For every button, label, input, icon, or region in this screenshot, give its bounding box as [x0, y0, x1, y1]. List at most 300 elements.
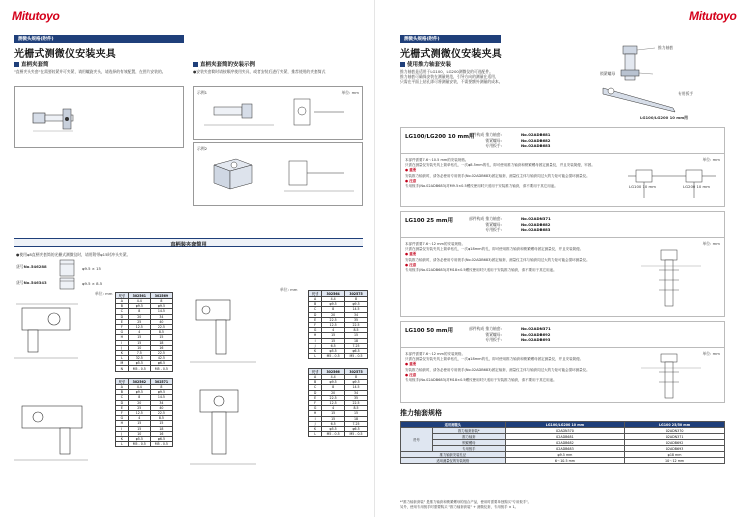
table-cell: φ5.5 [128, 361, 150, 366]
brand-logo: Mitutoyo [12, 9, 60, 23]
table-header-cell: LG100 25/50 mm [625, 422, 725, 428]
card-header [401, 212, 724, 238]
block2-desc: ●安装夹套简时请按顺序使用夹具，或者安装后进行夹紧，推荐使用的夹套简式 [193, 69, 326, 74]
table-cell: E [309, 317, 322, 322]
fig-caption-b: LG200 10 mm [683, 184, 710, 189]
table-cell: 4.4 [322, 375, 345, 380]
table-cell: 20 [128, 400, 150, 405]
table-cell: φ9.5 [128, 304, 150, 309]
info-label: 锁紧螺母: [485, 221, 502, 227]
page-title: 光栅式测微仪安装夹具 [14, 49, 116, 60]
block1-heading [14, 60, 49, 68]
summary-title: 推力轴套规格 [400, 409, 442, 417]
clamp-spec-table-2 [115, 378, 173, 447]
card-body [405, 352, 610, 383]
wrench-label: 专用扳手 [678, 91, 694, 96]
table-cell: 15 [128, 426, 150, 431]
table-cell: φ18 mm [625, 452, 725, 458]
thrust-bushing-set-drawing [603, 40, 723, 124]
table-cell: 22.5 [322, 317, 345, 322]
table-header-cell: 302571 [150, 379, 172, 385]
table-cell: 7.5 [128, 350, 150, 355]
attention-head: ● 注意 [405, 262, 417, 267]
clamp-drawing-3 [186, 290, 276, 374]
nut-label: 锁紧螺母 [600, 71, 616, 76]
info-value: No.02ADB693 [521, 337, 551, 342]
clamp-spec-table-1 [115, 292, 173, 372]
clamp-drawing-2 [8, 378, 112, 474]
table-cell: 12.5 [128, 410, 150, 415]
table-cell: J [309, 343, 322, 348]
table-cell: J [116, 345, 129, 350]
brand-logo: Mitutoyo [689, 9, 737, 23]
intro-text: 推力轴套是适用于LG100，LG200测微仪的可选配件。 推力轴套可确保安装在测量规范，引导方向的测量在适用， 只需在平面上钻孔即可将测量安装，不需要额外测量的成本。 [400, 69, 503, 85]
table-cell: B [309, 380, 322, 385]
table-cell: 7.25 [345, 421, 368, 426]
table-cell: 8 [345, 375, 368, 380]
card-body-line: 只需在测量仪安装夹具上简单钻孔，一次φ8.5mm的孔，即可使用推力轴套和锁紧螺母固定测量仪，并且安装简便，牢固。 [405, 163, 595, 168]
section-tag: 测微头规格(附件) [14, 35, 184, 43]
part-a-dims: φ9.5 × 15 [82, 266, 101, 271]
table-cell: L [309, 354, 322, 359]
table-cell: 15 [128, 340, 150, 345]
table-cell: 22.5 [150, 410, 172, 415]
table-cell: 12.5 [322, 400, 345, 405]
table-cell: 20 [322, 390, 345, 395]
card-lg100-50mm [400, 321, 725, 403]
table-row [309, 354, 368, 359]
example1-label: 示例1 [197, 90, 208, 95]
info-label: 专用扳手: [485, 143, 502, 148]
note-head: ● 重要 [405, 362, 417, 367]
table-cell: 8 [345, 297, 368, 302]
table-cell: 18 [345, 416, 368, 421]
card2-drawing [631, 246, 721, 312]
clamp-drawing-1 [8, 296, 112, 368]
table-cell: 推力轴套安装孔径 [401, 452, 506, 458]
table-header-cell: 302575 [345, 291, 368, 297]
table-cell: 02ADN370 [625, 428, 725, 434]
sub-heading-text: 使用推力轴套安装 [407, 62, 452, 68]
table-cell: E [116, 319, 129, 324]
table-cell: 15 [322, 333, 345, 338]
part-b-number: No.546343 [23, 280, 47, 285]
table-cell: H [309, 333, 322, 338]
card-body-line: 只需在测量仪安装夹具上简单钻孔，一次φ18mm的孔，即可使用推力轴套和锁紧螺母固定测量仪，并且安装简便。 [405, 247, 584, 252]
table-cell: 4.4 [128, 385, 150, 390]
table-header-cell: 适用测微头 [401, 422, 506, 428]
table-cell: B [116, 304, 129, 309]
table-cell: G [116, 416, 129, 421]
example1-drawing [194, 87, 364, 141]
table-cell: A [116, 385, 129, 390]
table-cell: 34 [345, 390, 368, 395]
attention-text: 专用扳手(No.02ADB683)对M9.5×0.5螺纹使用时只适用于安装推力轴套，请不要用于其它用途。 [405, 184, 558, 189]
info-value: No.02ADB682 [521, 221, 551, 227]
table-cell: K [116, 436, 129, 441]
table-cell: 4 [128, 416, 150, 421]
table-cell: C [116, 309, 129, 314]
info-label: 专用扳手: [485, 227, 502, 232]
table-header-cell: 302561 [128, 293, 150, 299]
table-cell: φ9.5 [322, 302, 345, 307]
table-cell: M [116, 361, 129, 366]
table-cell: 8 [322, 307, 345, 312]
card-lg100-lg200-10mm [400, 127, 725, 207]
part-b-dims: φ9.5 × 8.5 [82, 281, 103, 286]
table-cell: E [116, 405, 129, 410]
section-bar [14, 238, 363, 247]
table-cell: 25 [128, 319, 150, 324]
note-text: 安装推力轴套时，请务必使用专用扳手(No.02ADB683)固定轴套，测量仪主体与轴套同过大的力矩可能会损坏测量仪。 [405, 367, 590, 372]
table-cell: 16 [150, 345, 172, 350]
table-cell: 34 [150, 314, 172, 319]
table-cell: A [116, 299, 129, 304]
table-header-cell: 302562 [128, 379, 150, 385]
info-label: 锁紧螺母: [485, 331, 502, 337]
note-text: 安装推力轴套时，请务必使用专用扳手(No.02ADB683)固定轴套，测量仪主体与轴套同过大的力矩可能会损坏测量仪。 [405, 257, 590, 262]
table-header-cell: LG100/LG200 10 mm [505, 422, 624, 428]
card-body-line: 本部件需要7.6～12 mm的安装规格。 [405, 242, 465, 246]
table-cell: 8 [128, 395, 150, 400]
table-cell: H [309, 411, 322, 416]
table-cell: B [116, 390, 129, 395]
unit-label: 单位: mm [702, 157, 720, 162]
table-cell: 34 [150, 400, 172, 405]
table-cell: φ9.5 [345, 302, 368, 307]
table-cell: 25 [128, 405, 150, 410]
table-cell: 14.5 [150, 309, 172, 314]
card-parts-labels [469, 216, 502, 233]
info-value: No.02ADB682 [521, 137, 551, 143]
table-cell: φ9.5 [150, 390, 172, 395]
table-cell: 适用测量仪的安装规格 [401, 458, 506, 464]
part-a-label-text: 货号 [16, 264, 24, 269]
info-value: No.02ADN371 [521, 326, 551, 331]
table-cell: M5 - 0.5 [128, 366, 150, 371]
table-cell: 32.5 [128, 356, 150, 361]
table-cell: 15 [128, 421, 150, 426]
table-cell: 8 [322, 385, 345, 390]
table-cell: 18 [345, 338, 368, 343]
table-cell: J [309, 421, 322, 426]
table-cell: H [116, 335, 129, 340]
section-bar-title: 直柄装夹套简用 [170, 241, 207, 248]
table-cell: K [116, 350, 129, 355]
example2-drawing [194, 143, 364, 207]
table-cell: 20 [322, 312, 345, 317]
table-cell: 6.5 [322, 343, 345, 348]
table-cell: 15 [128, 335, 150, 340]
fig-caption-a: LG100 10 mm [629, 184, 656, 189]
table-cell: 22.5 [345, 400, 368, 405]
table-cell: 15 [150, 335, 172, 340]
block2-heading-text: 直柄夹套简的安装示例 [200, 62, 256, 68]
table-cell: D [309, 312, 322, 317]
table-header-cell: 302566 [322, 369, 345, 375]
attention-text: 专用扳手(No.02ADB683)对M18×0.5螺纹使用时只适用于安装推力轴套，请不要用于其它用途。 [405, 378, 557, 383]
table-cell: F [309, 400, 322, 405]
table-row [116, 366, 173, 371]
example2-label: 示例2 [197, 146, 208, 151]
table-cell: 12.5 [128, 324, 150, 329]
table-cell: F [116, 324, 129, 329]
table-cell: I [309, 416, 322, 421]
card-parts-values [521, 132, 550, 149]
table-cell: 4 [322, 328, 345, 333]
heading-bullet-icon [400, 62, 405, 67]
page-title: 光栅式测微仪安装夹具 [400, 49, 502, 60]
table-cell: M5 - 0.5 [322, 432, 345, 437]
table-cell: 15 [322, 338, 345, 343]
table-cell: 15 [150, 421, 172, 426]
table-cell: 10～12 mm [625, 458, 725, 464]
table-cell: I [116, 340, 129, 345]
part-a-label [16, 264, 47, 269]
table-row [116, 442, 173, 447]
bushing-label: 推力轴套 [658, 45, 674, 50]
note-text: 安装推力轴套时，请务必使用专用扳手(No.02ADB683)固定轴套，测量仪主体与轴套同过大的力矩可能会损坏测量仪。 [405, 173, 590, 178]
right-page [375, 0, 749, 517]
table-cell: φ9.5 [322, 380, 345, 385]
example1-figure [193, 86, 363, 140]
card3-drawing [631, 352, 721, 402]
table-cell: 35 [345, 317, 368, 322]
left-page [0, 0, 374, 517]
table-cell: 8.5 [150, 416, 172, 421]
table-cell: 02ADB692 [625, 440, 725, 446]
table-cell: L [116, 442, 129, 447]
card-parts-values [521, 216, 551, 233]
table-cell: 4.4 [322, 297, 345, 302]
info-label: 部件构成 推力轴套: [469, 326, 502, 331]
table-cell: 4 [322, 406, 345, 411]
table-cell: 18 [150, 426, 172, 431]
note-head: ● 重要 [405, 168, 417, 173]
table-cell: I [116, 426, 129, 431]
card-parts-values [521, 326, 551, 343]
table-cell: K [309, 426, 322, 431]
table-cell: H [116, 421, 129, 426]
table-cell: 22.5 [150, 324, 172, 329]
table-cell: 02ADB682 [505, 440, 624, 446]
table-cell: 15 [322, 416, 345, 421]
table-cell: C [116, 395, 129, 400]
card-body-line: 本部件需要7.6～10.5 mm的安装规格。 [405, 158, 469, 162]
stem-note: ●使用φ8直柄夹套简的光栅式测微仪时，请用附带φ15时冲头夹紧。 [16, 252, 131, 257]
table-cell: J [116, 431, 129, 436]
example2-figure [193, 142, 363, 206]
table-cell: φ5.5 [322, 348, 345, 353]
table-header-cell: 302569 [150, 293, 172, 299]
table-row [309, 432, 368, 437]
model-caption: LG100/LG200 10 mm用 [640, 115, 688, 120]
card-body [405, 158, 610, 189]
table-cell: φ9.5 [128, 390, 150, 395]
card-body [405, 242, 610, 273]
table-cell: φ6.5 [150, 436, 172, 441]
card-parts-labels [469, 132, 502, 149]
table-cell: 8.5 [150, 330, 172, 335]
table-cell: L [116, 356, 129, 361]
table-cell: 20 [128, 314, 150, 319]
block2-heading [193, 60, 255, 68]
table-cell: 8 [150, 299, 172, 304]
card-header [401, 128, 724, 154]
table-cell: 12.5 [322, 322, 345, 327]
attention-head: ● 注意 [405, 372, 417, 377]
info-value: No.02ADB681 [521, 132, 551, 137]
table-cell: φ6.5 [345, 348, 368, 353]
info-value: No.02ADB692 [521, 331, 551, 337]
info-label: 锁紧螺母: [485, 137, 502, 143]
clamp-spec-table-3 [308, 290, 368, 359]
table-cell: D [116, 400, 129, 405]
table-cell: 40 [150, 319, 172, 324]
table-cell: 推力轴套套装* [432, 428, 505, 434]
table-cell: F [309, 322, 322, 327]
table-cell: 18 [150, 340, 172, 345]
part-a-number: No.546288 [23, 264, 47, 269]
table-cell: 锁紧螺母 [432, 440, 505, 446]
table-cell: 02ADN371 [625, 434, 725, 440]
table-cell: G [116, 330, 129, 335]
table-header-cell: 尺寸 [116, 379, 129, 385]
card-lg100-25mm [400, 211, 725, 317]
card-parts-labels [469, 326, 502, 343]
table-cell: 7.25 [345, 343, 368, 348]
part-b-label [16, 280, 47, 285]
info-value: No.02ADB683 [521, 227, 551, 232]
table-cell: N [116, 366, 129, 371]
bushing-spec-table [400, 421, 725, 464]
table-cell: 42.5 [150, 356, 172, 361]
card-title: LG100/LG200 10 mm用 [405, 134, 475, 140]
table-cell: φ6.5 [345, 426, 368, 431]
table-cell: M5 - 0.5 [345, 432, 368, 437]
part-b-label-text: 货号 [16, 280, 24, 285]
table-cell: B [309, 302, 322, 307]
table-cell: 22.5 [150, 350, 172, 355]
info-label: 部件构成 推力轴套: [469, 132, 502, 137]
table-cell: 02ADB681 [505, 434, 624, 440]
table-cell: C [309, 307, 322, 312]
table-cell: 专用扳手 [432, 446, 505, 452]
table-cell: 40 [150, 405, 172, 410]
block1-desc: "直柄夹头夹套"在需要较紧并可夹紧，请用螺旋夹头，请选择的有效配置，在图片安装的。 [14, 69, 166, 74]
table-cell: G [309, 328, 322, 333]
heading-bullet-icon [14, 62, 19, 67]
row-group-label: 货号 [401, 428, 433, 452]
table-cell: 22.5 [322, 395, 345, 400]
card-body-line: 只需在测量仪安装夹具上简单钻孔，一次φ18mm的孔，即可使用推力轴套和锁紧螺母固定测量仪，并且安装简便。 [405, 357, 584, 362]
table-cell: φ9.5 [150, 304, 172, 309]
straight-stem-clamp-drawing [15, 87, 185, 149]
card-body-line: 本部件需要7.6～12 mm的安装规格。 [405, 352, 465, 356]
table-cell: φ5.5 [322, 426, 345, 431]
table-header-cell: 302575 [345, 369, 368, 375]
table-cell: M5 - 0.5 [345, 354, 368, 359]
table-header-cell: 尺寸 [309, 291, 322, 297]
table-header-cell: 尺寸 [309, 369, 322, 375]
table-cell: 8.5 [345, 406, 368, 411]
table-cell: 10 [128, 431, 150, 436]
table-cell: 4 [128, 330, 150, 335]
block1-figure [14, 86, 184, 148]
table-cell: 14.5 [345, 307, 368, 312]
table-cell: 16 [150, 431, 172, 436]
table-cell: 35 [345, 395, 368, 400]
table-cell: M5 - 0.5 [322, 354, 345, 359]
table-cell: 15 [345, 411, 368, 416]
sub-heading [400, 60, 451, 68]
table-cell: 15 [322, 411, 345, 416]
table-cell: D [309, 390, 322, 395]
unit-label: 单位: mm [280, 287, 298, 292]
heading-bullet-icon [193, 62, 198, 67]
clamp-drawing-4 [186, 380, 276, 480]
unit-label: 单位: mm [95, 291, 113, 296]
unit-label: 单位: mm [341, 90, 359, 95]
table-cell: 推力轴套 [432, 434, 505, 440]
table-cell: K [309, 348, 322, 353]
table-cell: 02ADB683 [505, 446, 624, 452]
table-cell: 14.5 [150, 395, 172, 400]
note-head: ● 重要 [405, 252, 417, 257]
table-cell: 10 [128, 345, 150, 350]
table-cell: φ6.5 [150, 361, 172, 366]
table-cell: F [116, 410, 129, 415]
card-title: LG100 50 mm用 [405, 328, 453, 334]
table-cell: M5 - 0.5 [150, 442, 172, 447]
info-value: No.02ADB683 [521, 143, 551, 148]
table-cell: 02ADB693 [625, 446, 725, 452]
info-value: No.02ADN371 [521, 216, 551, 221]
clamp-spec-table-4 [308, 368, 368, 437]
table-cell: M5 - 0.5 [150, 366, 172, 371]
table-cell: 22.5 [345, 322, 368, 327]
table-cell: 8 [150, 385, 172, 390]
table-cell: 4.4 [128, 299, 150, 304]
table-cell: 14.5 [345, 385, 368, 390]
section-tag: 测微头规格(附件) [400, 35, 501, 43]
block1-heading-text: 直柄夹套简 [21, 62, 49, 68]
attention-head: ● 注意 [405, 178, 417, 183]
table-cell: I [309, 338, 322, 343]
table-cell: φ9.5 [345, 380, 368, 385]
table-cell: A [309, 375, 322, 380]
card-header [401, 322, 724, 348]
part-b-sleeve-drawing [58, 276, 80, 292]
table-cell: φ5.5 [128, 436, 150, 441]
table-cell: G [309, 406, 322, 411]
table-cell: 8 [128, 309, 150, 314]
table-cell: 34 [345, 312, 368, 317]
table-cell: 15 [345, 333, 368, 338]
table-row [401, 458, 725, 464]
attention-text: 专用扳手(No.02ADB683)对M18×0.5螺纹使用时只适用于安装推力轴套，请不要用于其它用途。 [405, 268, 557, 273]
table-cell: 02ADN370 [505, 428, 624, 434]
unit-label: 单位: mm [702, 241, 720, 246]
table-cell: E [309, 395, 322, 400]
part-a-sleeve-drawing [58, 258, 80, 278]
table-header-cell: 尺寸 [116, 293, 129, 299]
info-label: 专用扳手: [485, 337, 502, 342]
table-header-cell: 302564 [322, 291, 345, 297]
footnote: *"推力轴套套装" 是推力轴套和锁紧螺母的组合产品，使用时需要单独购买"专用扳手"。 另外，使用专用扳手时需要购买 "推力轴套套装" + 测微仪套，专用扳手 × 1。 [400, 500, 532, 509]
table-cell: φ9.5 mm [505, 452, 624, 458]
table-cell: L [309, 432, 322, 437]
